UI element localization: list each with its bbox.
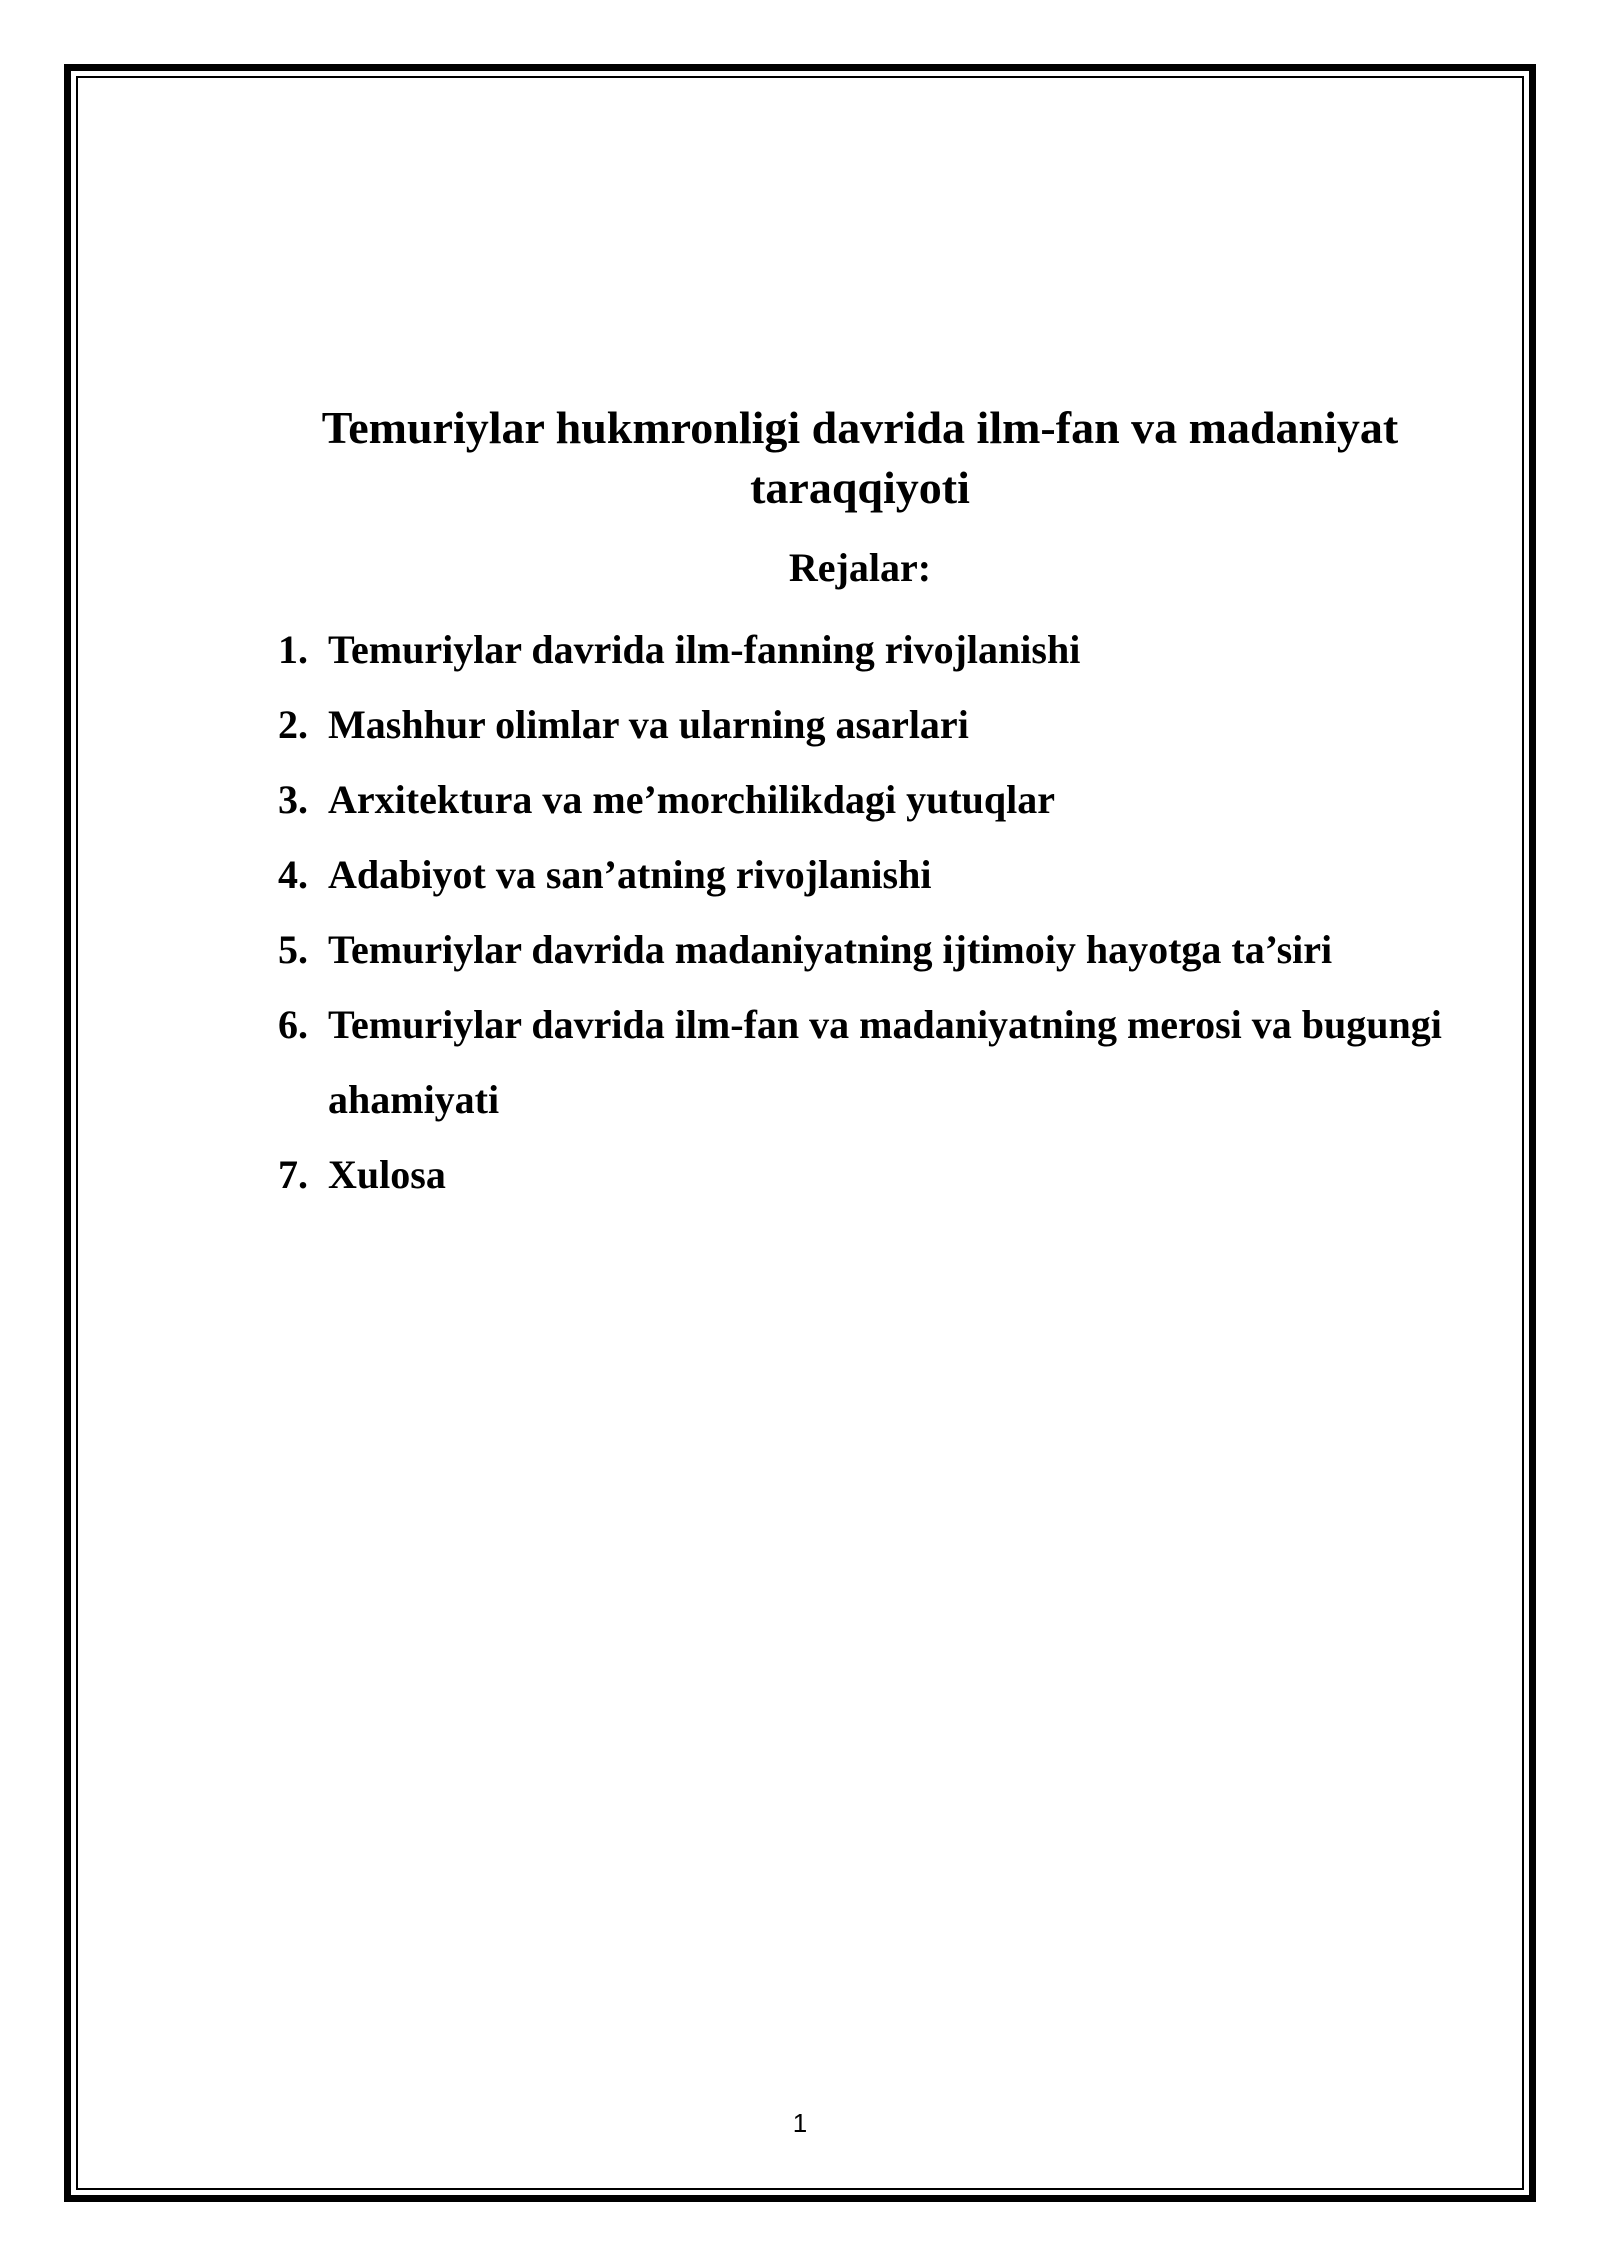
plan-item-text: Temuriylar davrida ilm-fan va madaniyatning merosi va bugungi ahamiyati [328,1002,1442,1122]
page-number: 1 [792,2108,808,2138]
plan-item-text: Temuriylar davrida ilm-fanning rivojlanishi [328,627,1081,672]
plan-list [278,612,1458,1212]
plan-item-number: 1. [278,627,308,672]
plan-item [278,612,1458,687]
plan-item-text: Mashhur olimlar va ularning asarlari [328,702,969,747]
plan-item [278,762,1458,837]
plan-item-number: 7. [278,1152,308,1197]
plan-item-number: 2. [278,702,308,747]
plan-item-text: Adabiyot va san’atning rivojlanishi [328,852,932,897]
plan-item-text: Arxitektura va me’morchilikdagi yutuqlar [328,777,1056,822]
plan-item [278,837,1458,912]
plan-item-text: Xulosa [328,1152,446,1197]
plan-item-number: 6. [278,1002,308,1047]
plan-item-number: 5. [278,927,308,972]
plan-item [278,687,1458,762]
plan-item [278,1137,1458,1212]
plan-item [278,987,1458,1137]
plan-item-text: Temuriylar davrida madaniyatning ijtimoiy hayotga ta’siri [328,927,1333,972]
plan-heading: Rejalar: [788,545,932,590]
document-title: Temuriylar hukmronligi davrida ilm-fan va madaniyat taraqqiyoti [321,402,1399,513]
plan-item-number: 3. [278,777,308,822]
plan-item [278,912,1458,987]
plan-item-number: 4. [278,852,308,897]
